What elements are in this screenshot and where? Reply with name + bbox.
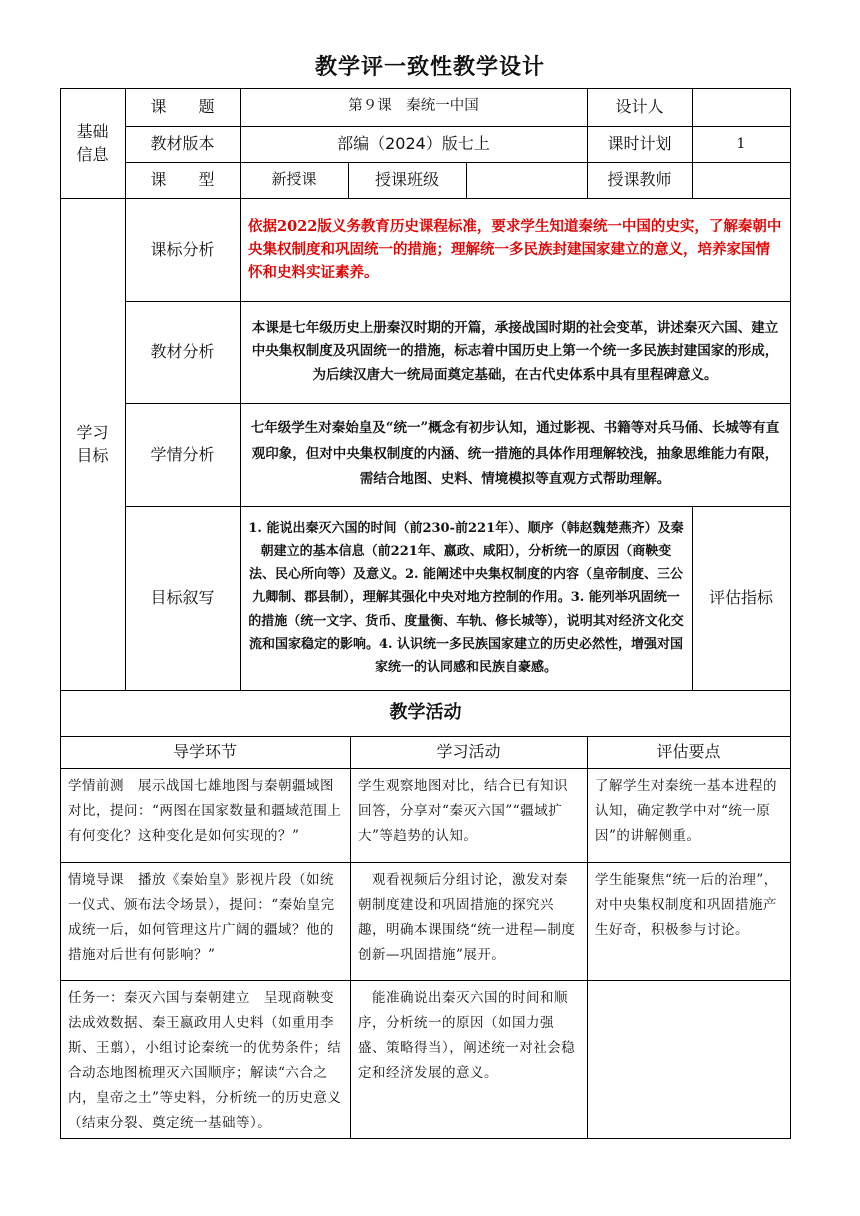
edition-label: 教材版本 bbox=[150, 134, 215, 154]
table-bottom-border bbox=[60, 1138, 791, 1139]
activity-row-1-guide: 学情前测 展示战国七雄地图与秦朝疆域图对比，提问：“两图在国家数量和疆域范围上有何变化？这种变化是如何实现的？” bbox=[68, 778, 342, 844]
textbook-analysis-text: 本课是七年级历史上册秦汉时期的开篇，承接战国时期的社会变革，讲述秦灭六国、建立中央集权制度及巩固统一的措施，标志着中国历史上第一个统一多民族封建国家的形成，为后续汉唐大一统局面奠定基础，在古代史体系中具有里程碑意义。 bbox=[251, 319, 779, 383]
designer-value bbox=[692, 88, 790, 126]
col-header-activity: 学习活动 bbox=[436, 742, 501, 762]
table-right-border bbox=[790, 88, 791, 1139]
lesson-type-value: 新授课 bbox=[271, 170, 317, 189]
document-title: 教学评一致性教学设计 bbox=[314, 55, 545, 80]
course-label: 课 题 bbox=[150, 97, 215, 117]
class-label: 授课班级 bbox=[374, 170, 439, 190]
lesson-type-label: 课 型 bbox=[150, 170, 215, 190]
learner-analysis-label: 学情分析 bbox=[150, 444, 215, 464]
objective-text: 1. 能说出秦灭六国的时间（前230-前221年）、顺序（韩赵魏楚燕齐）及秦朝建立的基本信息（前221年、嬴政、咸阳），分析统一的原因（商鞅变法、民心所向等）及意义。2. 能阐述中央集权制度的内容（皇帝制度、三公九卿制、郡县制），理解其强化中央对地方控制的作用。3. 能列举巩固统一的措施（统一文字、货币、度量衡、车轨、修长城等），说明其对经济文化交流和国家稳定的影响。4. 认识统一多民族国家建立的历史必然性，增强对国家统一的认同感和民族自豪感。 bbox=[248, 521, 684, 675]
edition-value: 部编（2024）版七上 bbox=[337, 134, 490, 154]
col-header-evaluation: 评估要点 bbox=[656, 742, 721, 762]
activity-row-3-evaluation bbox=[587, 980, 790, 1138]
basic-info-section-label: 基础 信息 bbox=[76, 121, 109, 164]
course-value: 第９课 秦统一中国 bbox=[348, 98, 479, 115]
lesson-plan-value: 1 bbox=[736, 135, 746, 152]
activity-row-3-guide: 任务一：秦灭六国与秦朝建立 呈现商鞅变法成效数据、秦王嬴政用人史料（如重用李斯、王翦），小组讨论秦统一的优势条件；结合动态地图梳理灭六国顺序；解读“六合之内，皇帝之土”等史料，分析统一的历史意义（结束分裂、奠定统一基础等）。 bbox=[68, 990, 342, 1131]
teacher-value bbox=[692, 162, 790, 198]
learner-analysis-text: 七年级学生对秦始皇及“统一”概念有初步认知，通过影视、书籍等对兵马俑、长城等有直观印象，但对中央集权制度的内涵、统一措施的具体作用理解较浅，抽象思维能力有限，需结合地图、史料、情境模拟等直观方式帮助理解。 bbox=[250, 420, 780, 488]
activity-row-1-evaluation: 了解学生对秦统一基本进程的认知，确定教学中对“统一原因”的讲解侧重。 bbox=[595, 778, 777, 844]
learning-goals-section-label: 学习 目标 bbox=[76, 422, 109, 465]
teaching-activities-heading: 教学活动 bbox=[389, 701, 462, 723]
activity-row-2-evaluation: 学生能聚焦“统一后的治理”，对中央集权制度和巩固措施产生好奇，积极参与讨论。 bbox=[595, 872, 778, 938]
activity-row-1-activity: 学生观察地图对比，结合已有知识回答，分享对“秦灭六国”“疆域扩大”等趋势的认知。 bbox=[358, 778, 568, 844]
class-value bbox=[466, 162, 587, 198]
standard-analysis-label: 课标分析 bbox=[150, 239, 215, 259]
designer-label: 设计人 bbox=[615, 97, 664, 117]
textbook-analysis-label: 教材分析 bbox=[150, 342, 215, 362]
objective-label: 目标叙写 bbox=[150, 588, 215, 608]
lesson-plan-label: 课时计划 bbox=[607, 134, 672, 154]
standard-analysis-text: 依据2022版义务教育历史课程标准，要求学生知道秦统一中国的史实，了解秦朝中央集权制度和巩固统一的措施；理解统一多民族封建国家建立的意义，培养家国情怀和史料实证素养。 bbox=[248, 217, 782, 282]
evaluation-indicator-label: 评估指标 bbox=[708, 588, 773, 608]
activity-row-2-activity: 观看视频后分组讨论，激发对秦朝制度建设和巩固措施的探究兴趣，明确本课围绕“统一进程—制度创新—巩固措施”展开。 bbox=[358, 872, 576, 963]
teacher-label: 授课教师 bbox=[607, 170, 672, 190]
col-header-guide: 导学环节 bbox=[172, 742, 237, 762]
activity-row-2-guide: 情境导课 播放《秦始皇》影视片段（如统一仪式、颁布法令场景），提问：“秦始皇完成统一后，如何管理这片广阔的疆域？他的措施对后世有何影响？” bbox=[68, 872, 335, 963]
activity-row-3-activity: 能准确说出秦灭六国的时间和顺序，分析统一的原因（如国力强盛、策略得当），阐述统一对社会稳定和经济发展的意义。 bbox=[358, 990, 576, 1081]
